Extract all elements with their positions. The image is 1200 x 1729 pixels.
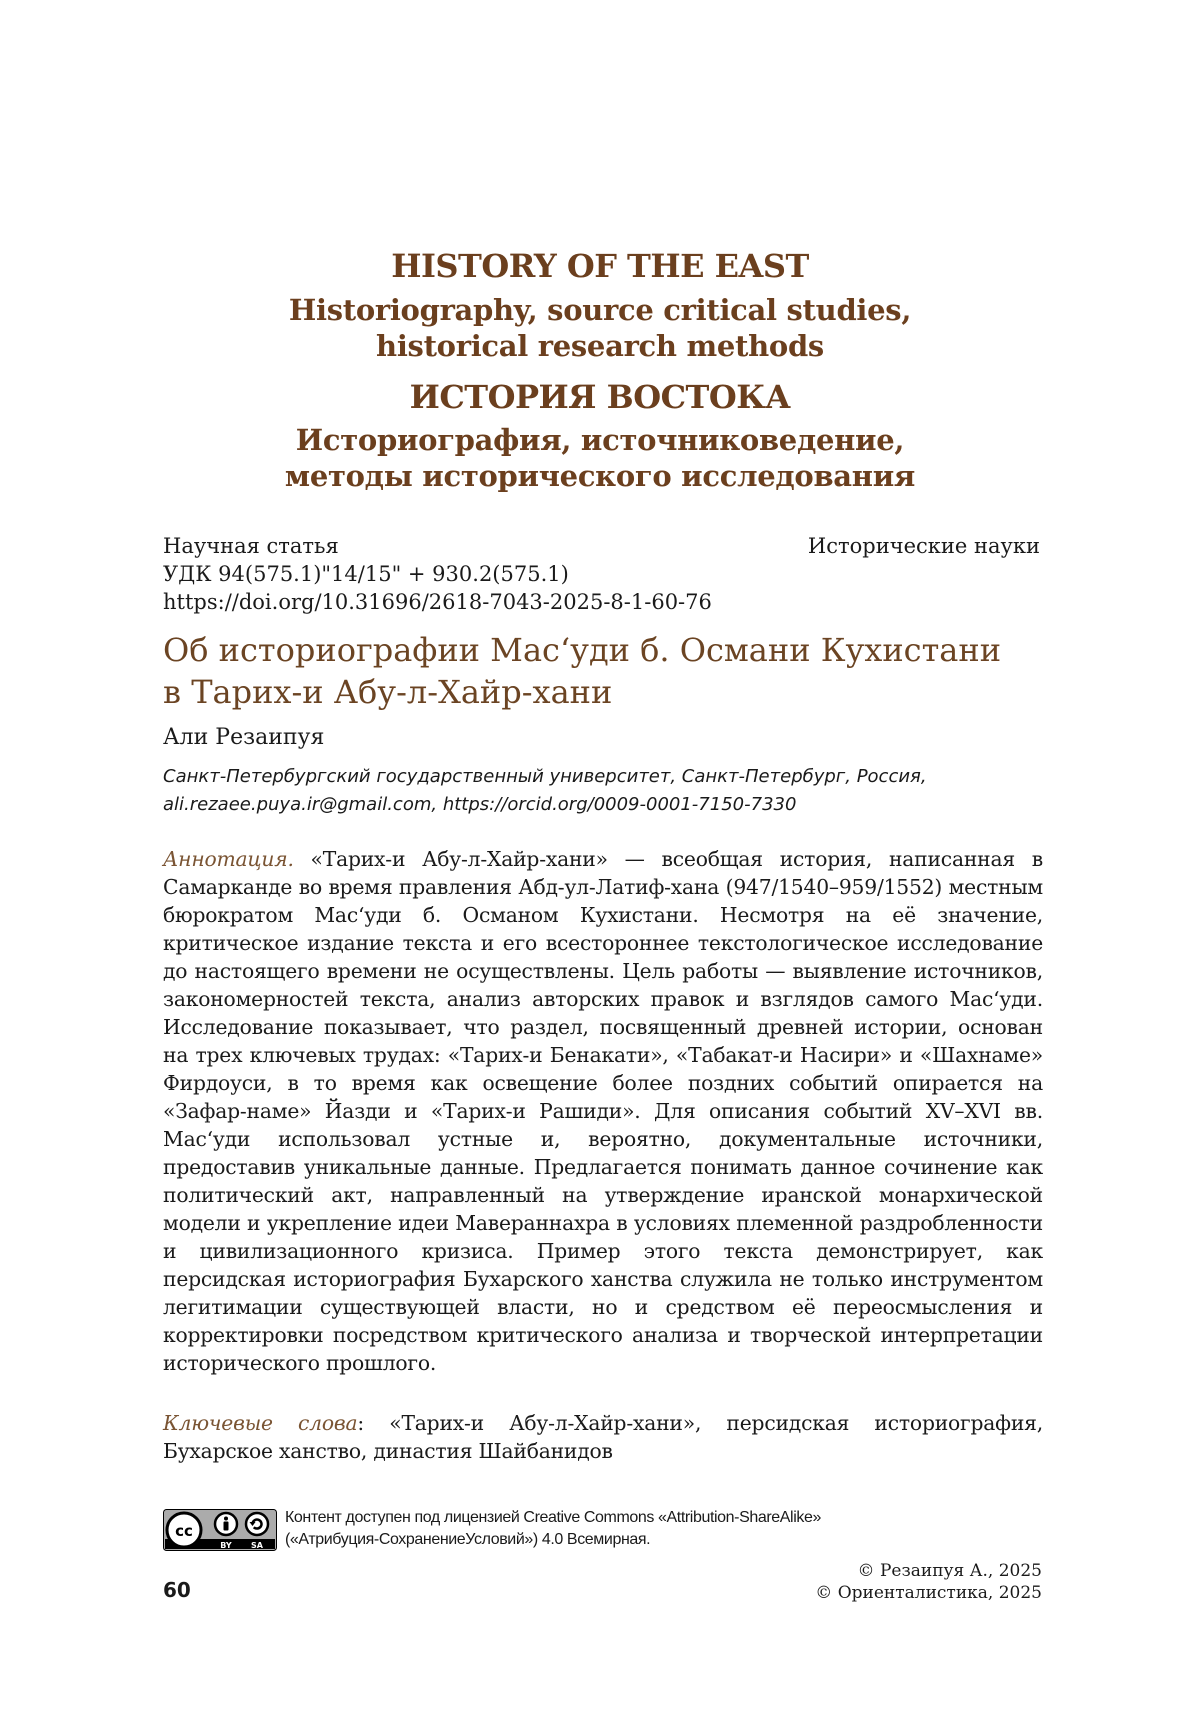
abstract-label: Аннотация.	[163, 847, 294, 871]
cc-by-sa-badge[interactable]	[163, 1509, 277, 1551]
article-title-line-2: в Тарих-и Абу-л-Хайр-хани	[163, 673, 613, 711]
share-alike-icon	[246, 1513, 268, 1535]
abstract-text: «Тарих-и Абу-л-Хайр-хани» — всеобщая история, написанная в Самарканде во время правления Абд-ул-Латиф-хана (947/1540–959/1552) местным бюрократом Масʻуди б. Османом Кухистани. Несмотря на её значение, критическое издание текста и его всестороннее текстологическое исследование до настоящего времени не осуществлены. Цель работы — выявление источников, закономерностей текста, анализ авторских правок и взглядов самого Масʻуди. Исследование показывает, что раздел, посвященный древней истории, основан на трех ключевых трудах: «Тарих-и Бенакати», «Табакат-и Насири» и «Шахнаме» Фирдоуси, в то время как освещение более поздних событий опирается на «Зафар-наме» Йазди и «Тарих-и Рашиди». Для описания событий XV–XVI вв. Масʻуди использовал устные и, вероятно, документальные источники, предоставив уникальные данные. Предлагается понимать данное сочинение как политический акт, направленный на утверждение иранской монархической модели и укрепление идеи Мавераннахра в условиях племенной раздробленности и цивилизационного кризиса. Пример этого текста демонстрирует, как персидская историография Бухарского ханства служила не только инструментом легитимации существующей власти, но и средством её переосмысления и корректировки посредством критического анализа и творческой интерпретации исторического прошлого.	[163, 847, 1044, 1375]
attribution-icon	[215, 1513, 237, 1535]
section-subtitle-ru-line-2: методы исторического исследования	[284, 459, 916, 493]
article-title-line-1: Об историографии Масʻуди б. Османи Кухистани	[163, 631, 1002, 669]
badge-sa-label: SA	[251, 1541, 263, 1550]
doi-link[interactable]: https://doi.org/10.31696/2618-7043-2025-8-1-60-76	[163, 590, 712, 614]
section-subtitle-ru	[0, 422, 1200, 494]
svg-text:cc: cc	[175, 1522, 193, 1540]
keywords	[163, 1409, 1043, 1465]
keywords-label: Ключевые слова	[163, 1411, 358, 1435]
udk-code: УДК 94(575.1)"14/15" + 930.2(575.1)	[163, 562, 569, 586]
author-affiliation	[163, 763, 1043, 819]
copyright-journal: © Ориенталистика, 2025	[815, 1583, 1042, 1603]
section-title-en: HISTORY OF THE EAST	[391, 247, 809, 285]
copyright-author: © Резаипуя А., 2025	[857, 1561, 1042, 1581]
article-title	[163, 629, 1043, 713]
section-subtitle-en-line-1: Historiography, source critical studies,	[288, 293, 912, 327]
section-subtitle-en-line-2: historical research methods	[376, 329, 824, 363]
badge-by-label: BY	[220, 1541, 232, 1550]
section-title-ru: ИСТОРИЯ ВОСТОКА	[409, 378, 791, 416]
author-name: Али Резаипуя	[163, 725, 325, 750]
copyright	[815, 1560, 1042, 1604]
section-subtitle-ru-line-1: Историография, источниковедение,	[295, 423, 905, 457]
section-subtitle-en	[0, 292, 1200, 364]
science-field: Исторические науки	[807, 534, 1040, 558]
affiliation-line-2[interactable]: ali.rezaee.puya.ir@gmail.com, https://orcid.org/0009-0001-7150-7330	[163, 794, 797, 815]
affiliation-line-1: Санкт-Петербургский государственный университет, Санкт-Петербург, Россия,	[163, 766, 927, 787]
license-line-2: («Атрибуция-СохранениеУсловий») 4.0 Всемирная.	[285, 1531, 651, 1548]
page-number: 60	[163, 1578, 191, 1602]
keywords-text: : «Тарих-и Абу-л-Хайр-хани», персидская историография, Бухарское ханство, династия Шайбанидов	[163, 1411, 1043, 1463]
article-type: Научная статья	[163, 534, 339, 558]
abstract	[163, 845, 1043, 1377]
cc-icon	[167, 1513, 201, 1547]
license-line-1: Контент доступен под лицензией Creative Commons «Attribution-ShareAlike»	[285, 1509, 821, 1526]
license-text	[285, 1507, 985, 1551]
